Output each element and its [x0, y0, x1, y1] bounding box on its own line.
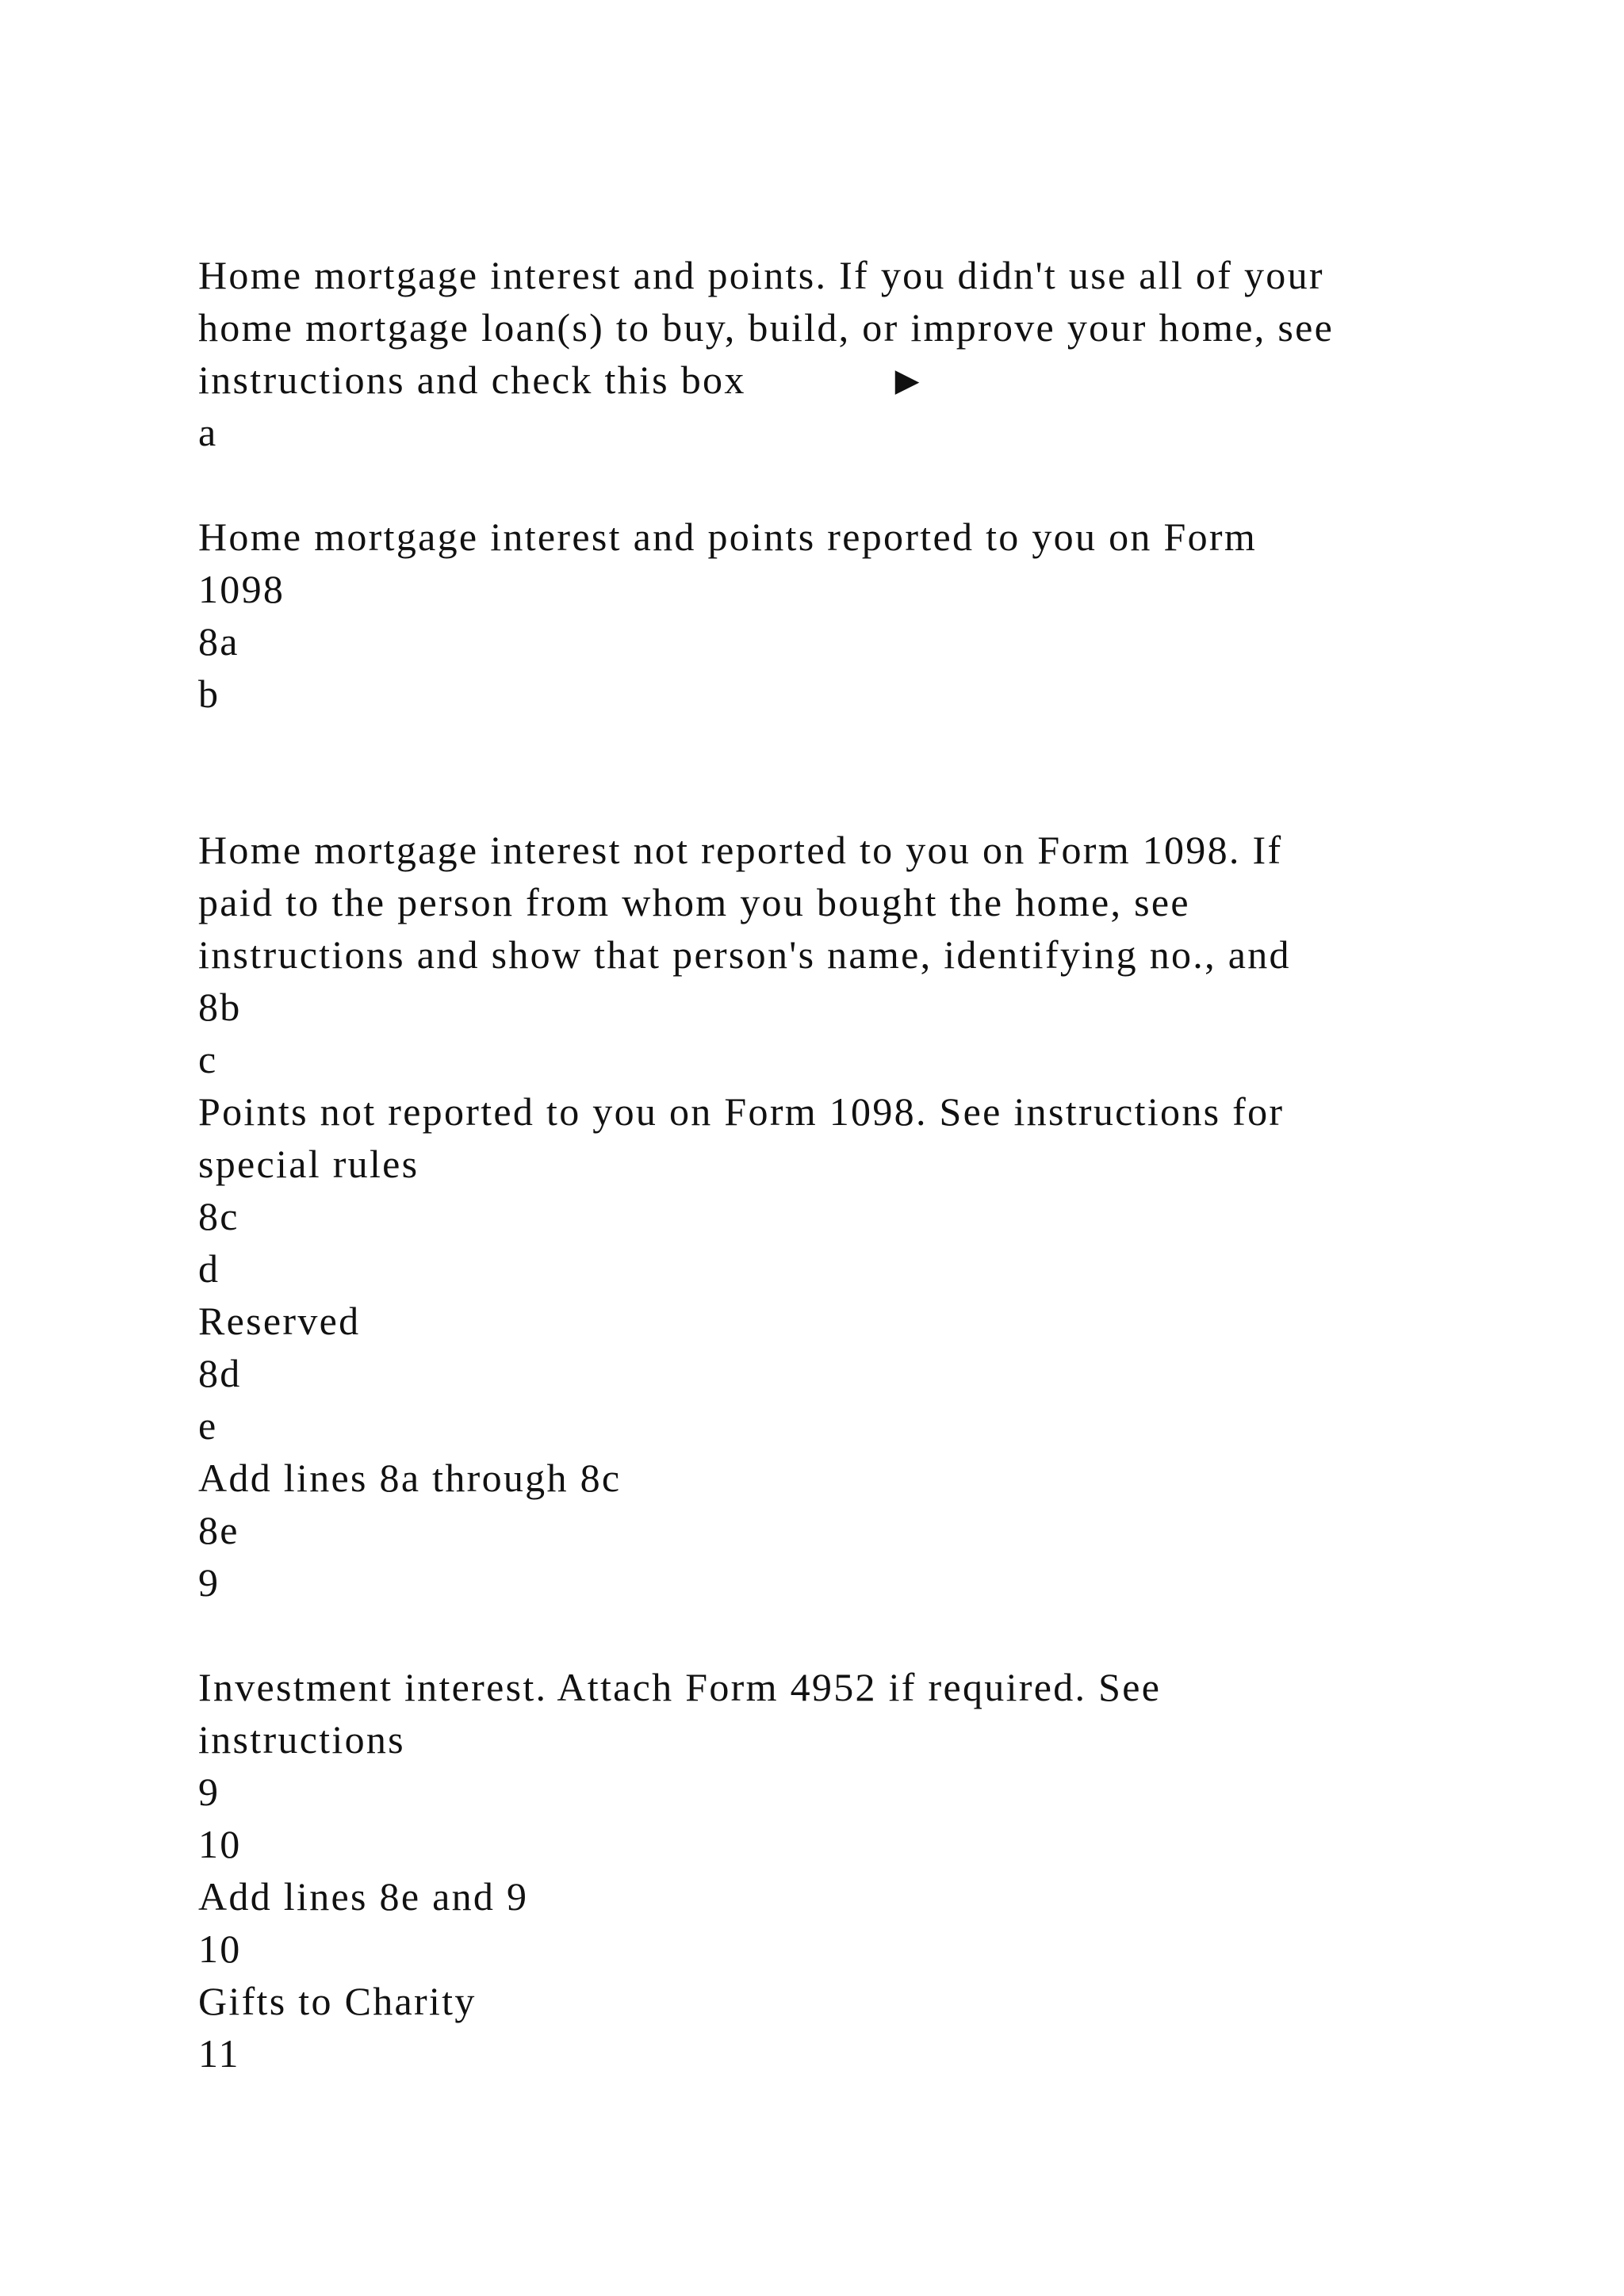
- text-line: [198, 354, 921, 407]
- text-line: d: [198, 1246, 220, 1291]
- text-line: c: [198, 1037, 218, 1081]
- text-line: Home mortgage interest and points. If you didn't use all of your: [198, 253, 1324, 297]
- text-line: paid to the person from whom you bought the home, see: [198, 880, 1190, 924]
- text-line: 8b: [198, 985, 242, 1029]
- play-arrow-icon: ▶: [894, 362, 921, 399]
- text-line: Home mortgage interest and points reported to you on Form: [198, 515, 1258, 559]
- text-line: Add lines 8e and 9: [198, 1874, 529, 1919]
- text-line: instructions: [198, 1717, 405, 1762]
- text-line: a: [198, 410, 218, 454]
- text-line: 9: [198, 1770, 220, 1814]
- text-line: home mortgage loan(s) to buy, build, or improve your home, see: [198, 305, 1335, 350]
- text-line: 8c: [198, 1194, 239, 1238]
- text-line: 8a: [198, 619, 239, 664]
- text-line: 1098: [198, 567, 285, 611]
- text-line: 10: [198, 1822, 242, 1866]
- text-line-content: instructions and check this box: [198, 358, 746, 402]
- text-line: 9: [198, 1560, 220, 1605]
- text-line: b: [198, 672, 220, 716]
- text-line: Gifts to Charity: [198, 1979, 477, 2023]
- text-line: 10: [198, 1927, 242, 1971]
- text-line: Reserved: [198, 1299, 361, 1343]
- text-line: 8d: [198, 1351, 242, 1395]
- text-line: special rules: [198, 1142, 419, 1186]
- text-line: 11: [198, 2031, 240, 2076]
- text-line: Home mortgage interest not reported to you on Form 1098. If: [198, 828, 1283, 872]
- text-line: Add lines 8a through 8c: [198, 1456, 622, 1500]
- text-line: Points not reported to you on Form 1098. See instructions for: [198, 1089, 1285, 1134]
- text-line: instructions and show that person's name, identifying no., and: [198, 932, 1291, 977]
- text-line: Investment interest. Attach Form 4952 if required. See: [198, 1665, 1162, 1709]
- text-line: e: [198, 1403, 218, 1448]
- text-line: 8e: [198, 1508, 239, 1552]
